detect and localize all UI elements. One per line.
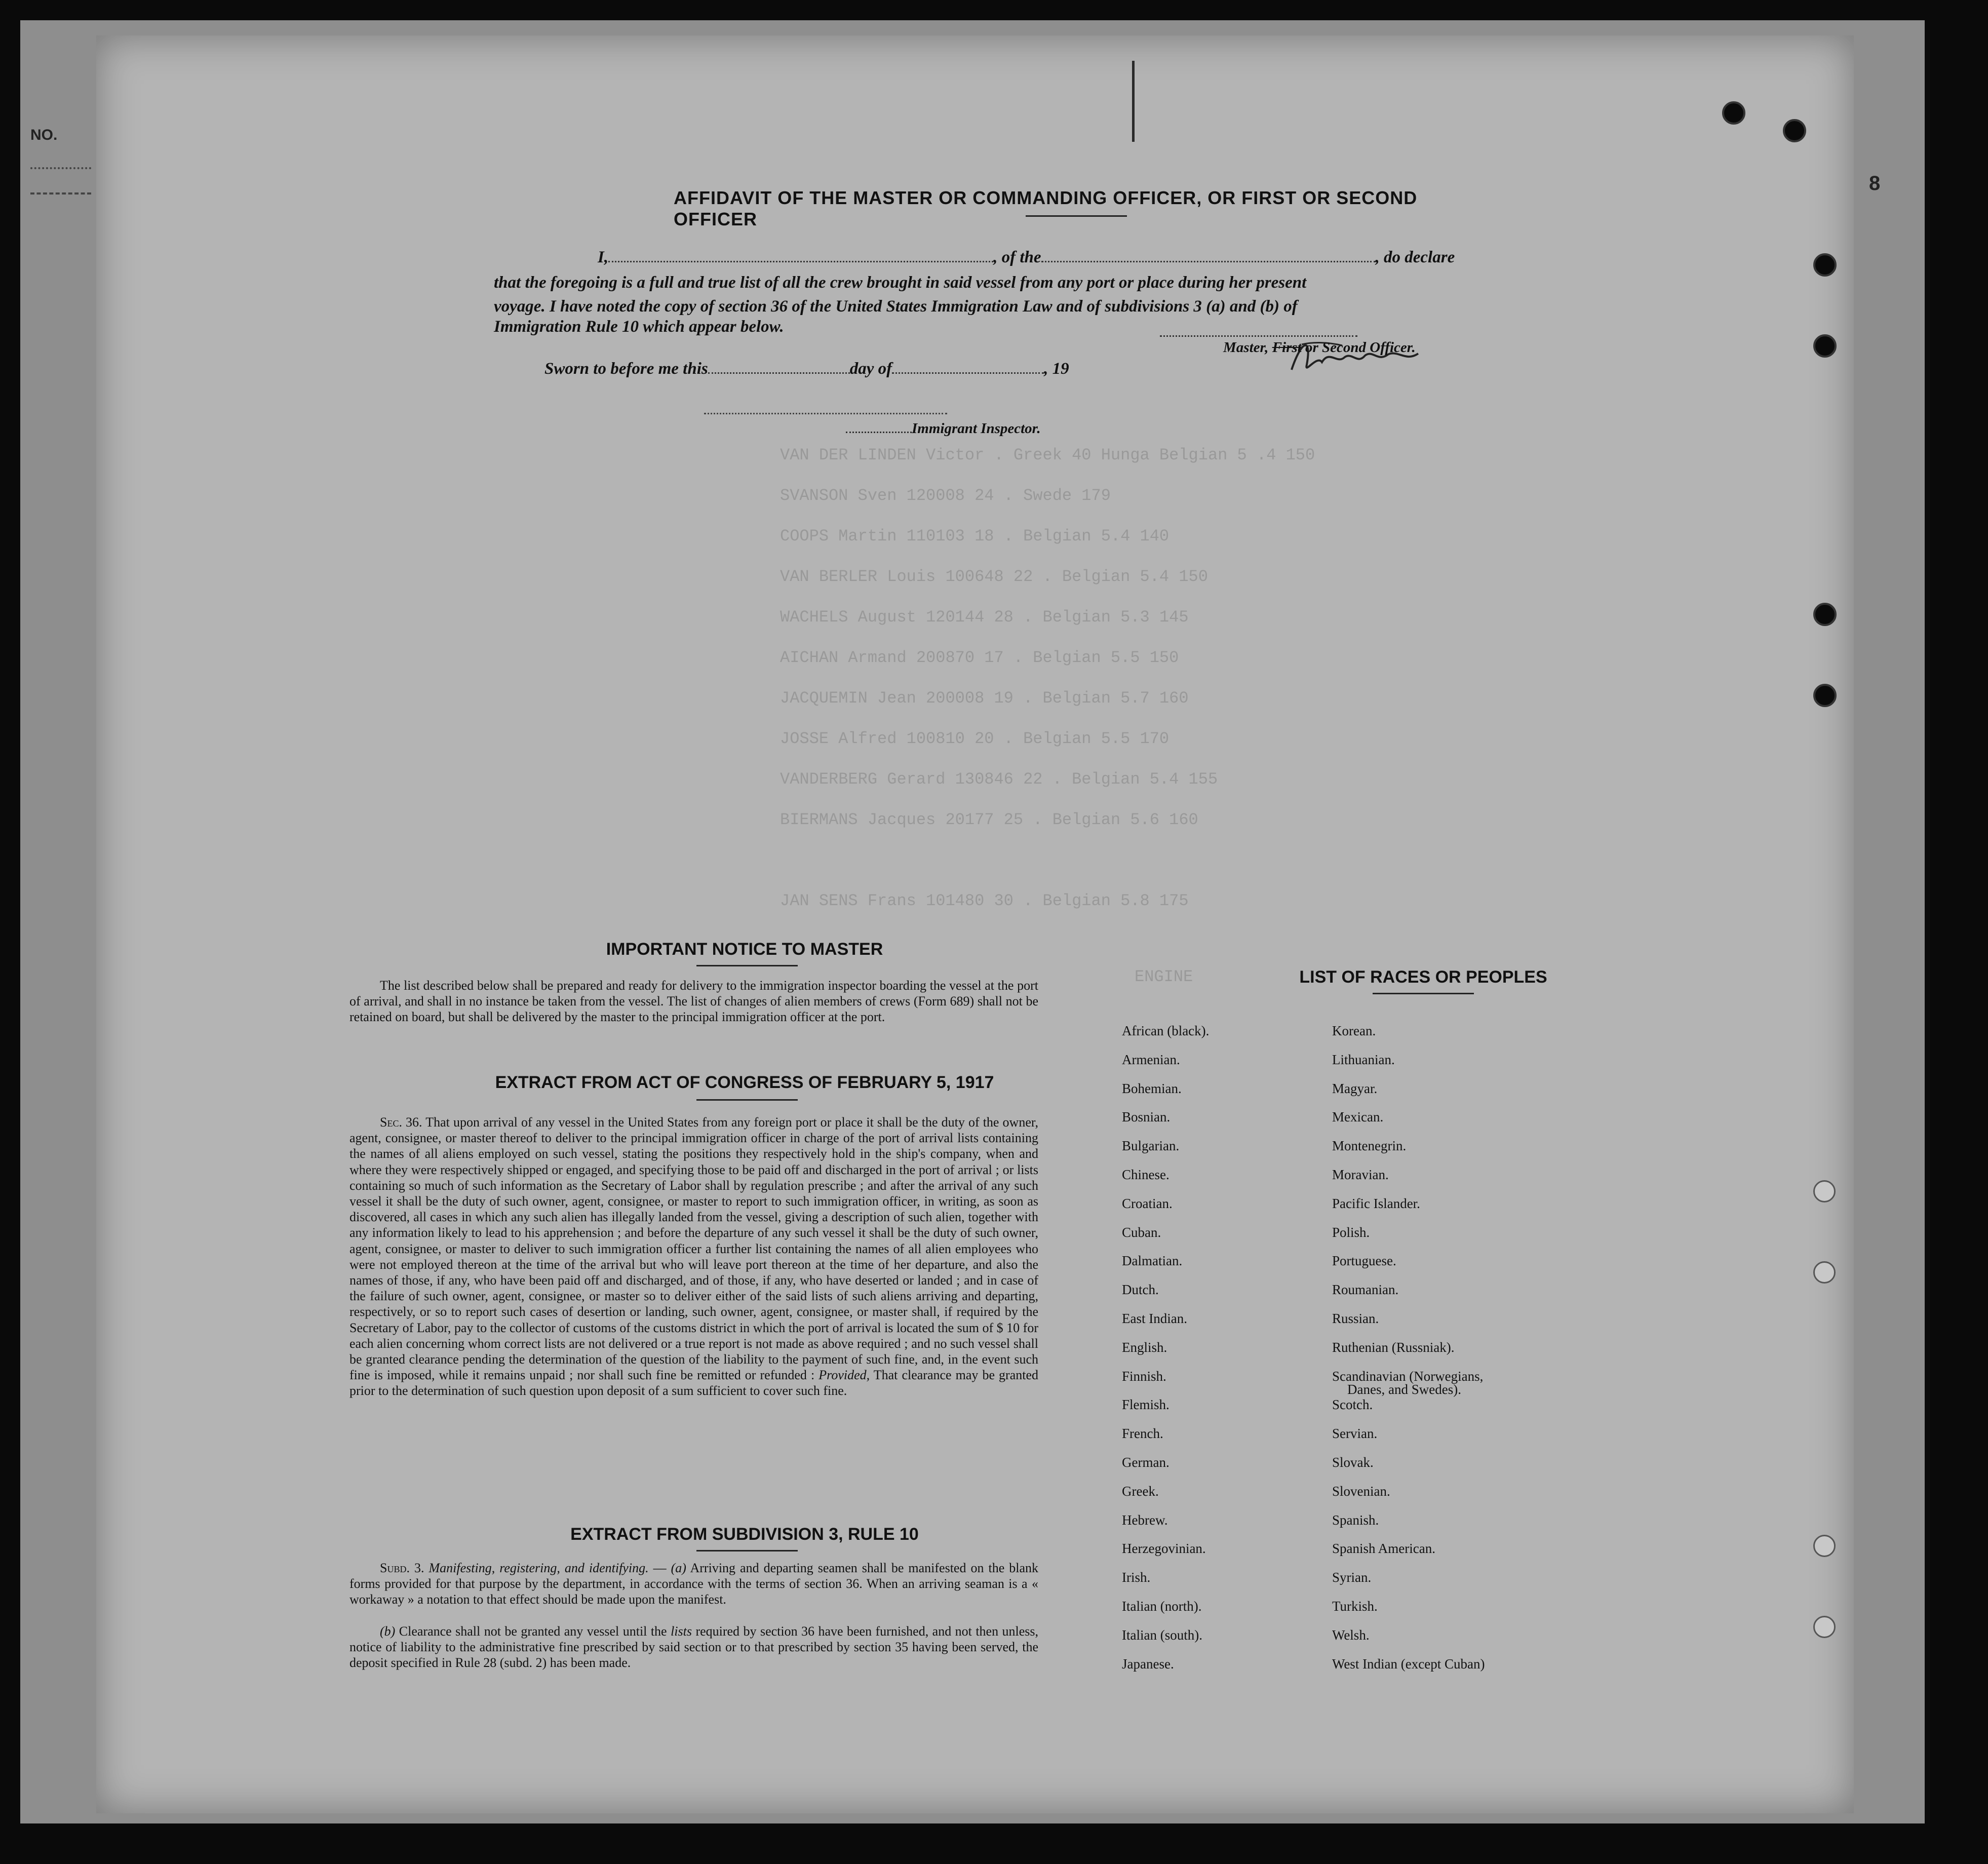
race-item: Herzegovinian. [1122, 1541, 1206, 1557]
race-item: Korean. [1332, 1023, 1376, 1038]
margin-scrap-no: NO. [30, 127, 58, 143]
race-item: Finnish. [1122, 1368, 1166, 1384]
extract-rule-title: EXTRACT FROM SUBDIVISION 3, RULE 10 [570, 1525, 919, 1544]
margin-dotted-rule [30, 167, 91, 169]
race-item: Mexican. [1332, 1109, 1384, 1125]
affidavit-title: AFFIDAVIT OF THE MASTER OR COMMANDING OFFICER, OR FIRST OR SECOND OFFICER [674, 187, 1418, 229]
race-item: Spanish American. [1332, 1541, 1435, 1557]
page-mark: 8 [1869, 172, 1881, 195]
punch-hole [1813, 253, 1837, 277]
race-item: Dutch. [1122, 1282, 1159, 1298]
race-item: Montenegrin. [1332, 1138, 1407, 1154]
race-item: Irish. [1122, 1570, 1151, 1585]
notice-rule [696, 965, 798, 966]
staple-mark [1132, 61, 1135, 142]
race-item: Spanish. [1332, 1512, 1379, 1528]
extract-act-title: EXTRACT FROM ACT OF CONGRESS OF FEBRUARY 5, 1917 [495, 1073, 994, 1092]
punch-hole [1813, 603, 1837, 626]
affidavit-title-rule [1026, 215, 1127, 217]
affidavit-line-3: voyage. I have noted the copy of section 36 of the United States Immigration Law and of subdivisions 3 (a) and (b) of [494, 297, 1298, 316]
race-item: Slovak. [1332, 1455, 1374, 1470]
punch-hole [1813, 1535, 1836, 1557]
affidavit-line-1: I, , of the , do declare [598, 248, 1455, 266]
race-item: Servian. [1332, 1426, 1378, 1442]
race-item: Lithuanian. [1332, 1052, 1395, 1067]
punch-hole [1813, 1261, 1836, 1284]
race-item-continuation: Danes, and Swedes). [1347, 1381, 1461, 1397]
punch-hole [1813, 1616, 1836, 1638]
race-item: Croatian. [1122, 1195, 1173, 1211]
race-item: Bohemian. [1122, 1080, 1182, 1096]
race-item: East Indian. [1122, 1311, 1187, 1326]
extract-rule-a: Subd. 3. Manifesting, registering, and identifying. — (a) Arriving and departing seamen shall be manifested on the blank forms provided for that purpose by the department, in accordance with the terms of section 36. When an arriving seaman is a « workaway » a notation to that effect should be made upon the manifest. [349, 1561, 1039, 1607]
race-item: Dalmatian. [1122, 1253, 1183, 1269]
signature-caption: Master, First or Second Officer. [1223, 339, 1416, 356]
punch-hole [1813, 684, 1837, 707]
race-item: French. [1122, 1426, 1163, 1442]
races-title: LIST OF RACES OR PEOPLES [1299, 967, 1547, 987]
race-item: Cuban. [1122, 1224, 1161, 1240]
extract-rule-b: (b) Clearance shall not be granted any vessel until the lists required by section 36 have been furnished, and not then unless, notice of liability to the administrative fine prescribed by said section or to that prescribed by section 35 having been served, the deposit specified in Rule 28 (subd. 2) has been made. [349, 1624, 1039, 1671]
extract-act-rule [696, 1099, 798, 1101]
race-item: Turkish. [1332, 1599, 1378, 1614]
punch-hole [1722, 101, 1745, 125]
notice-text: The list described below shall be prepared and ready for delivery to the immigration inspector boarding the vessel at the port of arrival, and shall in no instance be taken from the vessel. The list of changes of alien members of crews (Form 689) shall not be retained on board, but shall be delivered by the master to the principal immigration officer at the port. [349, 978, 1038, 1025]
margin-dashed-rule [30, 192, 91, 195]
race-item: Welsh. [1332, 1627, 1370, 1643]
notice-title: IMPORTANT NOTICE TO MASTER [606, 940, 883, 959]
race-item: Russian. [1332, 1311, 1379, 1326]
race-item: Hebrew. [1122, 1512, 1168, 1528]
inspector-dotted-rule [704, 413, 947, 414]
inspector-line: Immigrant Inspector. [846, 420, 1041, 437]
race-item: West Indian (except Cuban) [1332, 1656, 1485, 1672]
race-item: Magyar. [1332, 1080, 1378, 1096]
punch-hole [1783, 119, 1806, 142]
races-rule [1373, 993, 1474, 994]
race-item: Bulgarian. [1122, 1138, 1180, 1154]
race-item: Slovenian. [1332, 1483, 1390, 1499]
document-page: VAN DER LINDEN Victor . Greek 40 Hunga Belgian 5 .4 150 SVANSON Sven 120008 24 . Swede 179 COOPS Martin 110103 18 . Belgian 5.4 140 VAN BERLER Louis 100648 22 . Belgian 5.4 150 WACHELS August 120144 28 . Belgian 5.3 145 AICHAN Armand 200870 17 . Belgian 5.5 150 JACQUEMIN Jean 200008 19 . Belgian 5.7 160 JOSSE Alfred 100810 20 . Belgian 5.5 170 VANDERBERG Gerard 130846 22 . Belgian 5.4 155 BIERMANS Jacques 20177 25 . Belgian 5.6 160 JAN SENS Frans 101480 30 . Belgian 5.8 175 ENGINE AFFIDAVIT OF THE MASTER OR COMMANDING OFFICER, OR FIRST OR SECOND OFFICER I, , of the , do declare that the foregoing is a full and true list of all the crew brought in said vessel from any port or place during her present voyage. I have noted the copy of section 36 of the United States Immigration Law and of subdivisions 3 (a) and (b) of Immigration Rule 10 which appear below. Master, First or Second Officer. Sworn to before me this day of , 19 Immigrant Inspector. IMPORTANT NOTICE TO MASTER The list described below shall be prepared and ready for delivery to the immigration inspector boarding the vessel at the port of arrival, and shall in no instance be taken from the vessel. The list of changes of alien members of crews (Form 689) shall not be retained on board, but shall be delivered by the master to the principal immigration officer at the port. EXTRACT FROM ACT OF CONGRESS OF FEBRUARY 5, 1917 Sec. 36. That upon arrival of any vessel in the United States from any foreign port or place it shall be the duty of the owner, agent, consignee, or master thereof to deliver to the principal immigration officer in charge of the port of arrival lists containing the names of all aliens employed on such vessel, stating the positions they respectively hold in the ship's company, when and where they were respectively shipped or engaged, and specifying those to be paid off and discharged in the port of arrival ; or lists containing so much of such information as the Secretary of Labor shall by regulation prescribe ; and after the arrival of any such vessel it shall be the duty of such owner, agent, consignee, or master to report to such immigration officer, in writing, as soon as discovered, all cases in which any such alien has illegally landed from the vessel, giving a description of such alien, together with any information likely to lead to his apprehension ; and before the departure of any such vessel it shall be the duty of such owner, agent, consignee, or master to deliver to such immigration officer a further list containing the names of all alien employees who were not employed thereon at the time of the arrival but who will leave port thereon at the time of her departure, and also the names of those, if any, who have been paid off and discharged, and of those, if any, who have deserted or landed ; and in case of the failure of such owner, agent, consignee, or master so to deliver either of the said lists of such aliens arriving and departing, respectively, or so to report such cases of desertion or landing, such owner, agent, consignee, or master shall, if required by the Secretary of Labor, pay to the collector of customs of the customs district in which the port of arrival is located the sum of $ 10 for each alien concerning whom correct lists are not delivered or a true report is not made as above required ; and no such vessel shall be granted clearance pending the determination of the question of the liability to the payment of such fine, and, in the event such fine is imposed, while it remains unpaid ; nor shall such fine be remitted or refunded : Provided, That clearance may be granted prior to the determination of such question upon deposit of a sum sufficient to cover such fine. EXTRACT FROM SUBDIVISION 3, RULE 10 Subd. 3. Manifesting, registering, and identifying. — (a) Arriving and departing seamen shall be manifested on the blank forms provided for that purpose by the department, in accordance with the terms of section 36. When an arriving seaman is a « workaway » a notation to that effect should be made upon the manifest. (b) Clearance shall not be granted any vessel until the lists required by section 36 have been furnished, and not then unless, notice of liability to the administrative fine prescribed by said section or to that prescribed by section 35 having been served, the deposit specified in Rule 28 (subd. 2) has been made. LIST OF RACES OR PEOPLES African (black). Armenian. Bohemian. Bosnian. Bulgarian. Chinese. Croatian. Cuban. Dalmatian. Dutch. East Indian. English. Finnish. Flemish. French. German. Greek. Hebrew. Herzegovinian. Irish. Italian (north). Italian (south). Japanese. Korean. Lithuanian. Magyar. Mexican. Montenegrin. Moravian. Pacific Islander. Polish. Portuguese. Roumanian. Russian. Ruthenian (Russniak). Scandinavian (Norwegians, Scotch. Servian. Slovak. Slovenian. Spanish. Spanish American. Syrian. Turkish. Welsh. West Indian (except Cuban) Danes, and Swedes). [96, 35, 1854, 1813]
sworn-line: Sworn to before me this day of , 19 [544, 360, 1069, 378]
race-item: Greek. [1122, 1483, 1159, 1499]
punch-hole [1813, 1180, 1836, 1202]
extract-act-text: Sec. 36. That upon arrival of any vessel in the United States from any foreign port or place it shall be the duty of the owner, agent, consignee, or master thereof to deliver to the principal immigration officer in charge of the port of arrival lists containing the names of all aliens employed on such vessel, stating the positions they respectively hold in the ship's company, when and where they were respectively shipped or engaged, and specifying those to be paid off and discharged in the port of arrival ; or lists containing so much of such information as the Secretary of Labor shall by regulation prescribe ; and after the arrival of any such vessel it shall be the duty of such owner, agent, consignee, or master to report to such immigration officer, in writing, as soon as discovered, all cases in which any such alien has illegally landed from the vessel, giving a description of such alien, together with any information likely to lead to his apprehension ; and before the departure of any such vessel it shall be the duty of such owner, agent, consignee, or master to deliver to such immigration officer a further list containing the names of all alien employees who were not employed thereon at the time of the arrival but who will leave port thereon at the time of her departure, and also the names of those, if any, who have been paid off and discharged, and of those, if any, who have deserted or landed ; and in case of the failure of such owner, agent, consignee, or master so to deliver either of the said lists of such aliens arriving and departing, respectively, or so to report such cases of desertion or landing, such owner, agent, consignee, or master shall, if required by the Secretary of Labor, pay to the collector of customs of the customs district in which the port of arrival is located the sum of $ 10 for each alien concerning whom correct lists are not delivered or a true report is not made as above required ; and no such vessel shall be granted clearance pending the determination of the question of the liability to the payment of such fine, and, in the event such fine is imposed, while it remains unpaid ; nor shall such fine be remitted or refunded : Provided, That clearance may be granted prior to the determination of such question upon deposit of a sum sufficient to cover such fine. [349, 1115, 1039, 1399]
extract-rule-rule [696, 1550, 798, 1551]
race-item: Scotch. [1332, 1397, 1373, 1413]
race-item: Polish. [1332, 1224, 1370, 1240]
race-item: Roumanian. [1332, 1282, 1399, 1298]
race-item: Portuguese. [1332, 1253, 1396, 1269]
race-item: German. [1122, 1455, 1170, 1470]
race-item: Pacific Islander. [1332, 1195, 1420, 1211]
race-item: Italian (south). [1122, 1627, 1202, 1643]
race-item: Flemish. [1122, 1397, 1170, 1413]
race-item: Ruthenian (Russniak). [1332, 1339, 1455, 1355]
race-item: Syrian. [1332, 1570, 1372, 1585]
race-item: Bosnian. [1122, 1109, 1171, 1125]
race-item: Italian (north). [1122, 1599, 1202, 1614]
punch-hole [1813, 334, 1837, 358]
affidavit-line-2: that the foregoing is a full and true list of all the crew brought in said vessel from any port or place during her present [494, 274, 1307, 292]
signature-line [1160, 335, 1357, 337]
race-item: Armenian. [1122, 1052, 1180, 1067]
race-item: Japanese. [1122, 1656, 1174, 1672]
affidavit-line-4: Immigration Rule 10 which appear below. [494, 318, 784, 336]
race-item: English. [1122, 1339, 1167, 1355]
race-item: Scandinavian (Norwegians, [1332, 1368, 1484, 1384]
race-item: Moravian. [1332, 1167, 1389, 1182]
race-item: Chinese. [1122, 1167, 1170, 1182]
race-item: African (black). [1122, 1023, 1210, 1038]
